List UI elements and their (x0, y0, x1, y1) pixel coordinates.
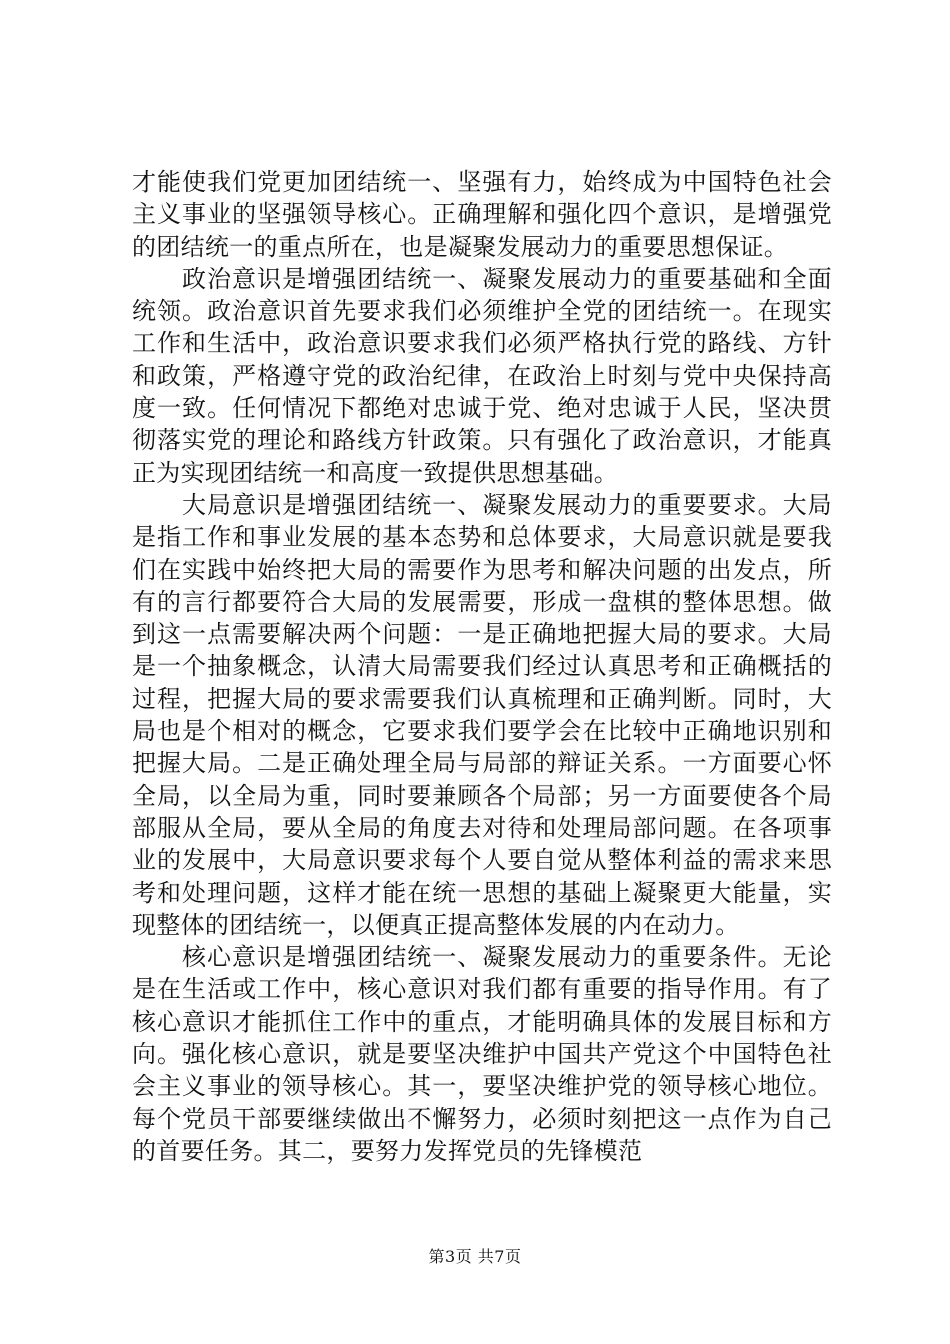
document-body (132, 166, 832, 1167)
paragraph: 政治意识是增强团结统一、凝聚发展动力的重要基础和全面统领。政治意识首先要求我们必须维护全党的团结统一。在现实工作和生活中，政治意识要求我们必须严格执行党的路线、方针和政策，严格遵守党的政治纪律，在政治上时刻与党中央保持高度一致。任何情况下都绝对忠诚于党、绝对忠诚于人民，坚决贯彻落实党的理论和路线方针政策。只有强化了政治意识，才能真正为实现团结统一和高度一致提供思想基础。 (132, 264, 832, 487)
page-number-footer: 第3页 共7页 (428, 1247, 522, 1266)
paragraph: 大局意识是增强团结统一、凝聚发展动力的重要要求。大局是指工作和事业发展的基本态势和总体要求，大局意识就是要我们在实践中始终把大局的需要作为思考和解决问题的出发点，所有的言行都要符合大局的发展需要，形成一盘棋的整体思想。做到这一点需要解决两个问题：一是正确地把握大局的要求。大局是一个抽象概念，认清大局需要我们经过认真思考和正确概括的过程，把握大局的要求需要我们认真梳理和正确判断。同时，大局也是个相对的概念，它要求我们要学会在比较中正确地识别和把握大局。二是正确处理全局与局部的辩证关系。一方面要心怀全局，以全局为重，同时要兼顾各个局部；另一方面要使各个局部服从全局，要从全局的角度去对待和处理局部问题。在各项事业的发展中，大局意识要求每个人要自觉从整体利益的需求来思考和处理问题，这样才能在统一思想的基础上凝聚更大能量，实现整体的团结统一，以便真正提高整体发展的内在动力。 (132, 490, 832, 939)
paragraph: 核心意识是增强团结统一、凝聚发展动力的重要条件。无论是在生活或工作中，核心意识对我们都有重要的指导作用。有了核心意识才能抓住工作中的重点，才能明确具体的发展目标和方向。强化核心意识，就是要坚决维护中国共产党这个中国特色社会主义事业的领导核心。其一，要坚决维护党的领导核心地位。每个党员干部要继续做出不懈努力，必须时刻把这一点作为自己的首要任务。其二，要努力发挥党员的先锋模范 (132, 943, 832, 1165)
paragraph: 才能使我们党更加团结统一、坚强有力，始终成为中国特色社会主义事业的坚强领导核心。正确理解和强化四个意识，是增强党的团结统一的重点所在，也是凝聚发展动力的重要思想保证。 (132, 168, 832, 261)
